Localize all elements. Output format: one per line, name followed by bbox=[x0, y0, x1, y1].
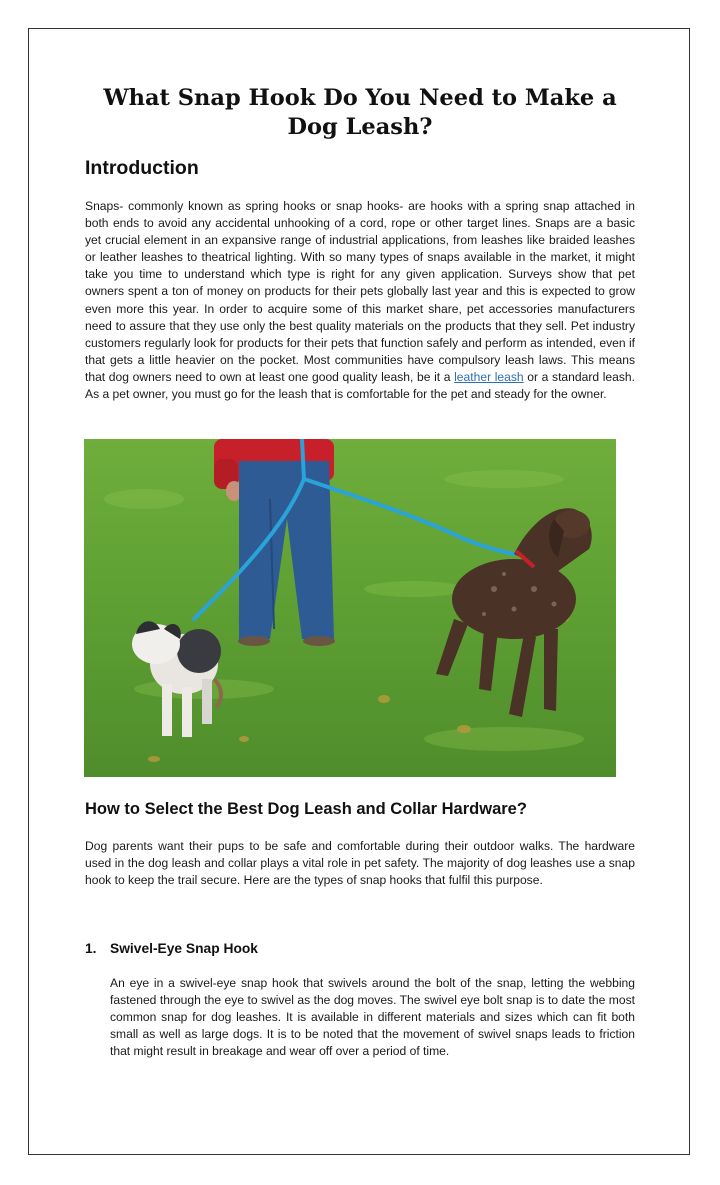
selection-heading: How to Select the Best Dog Leash and Collar Hardware? bbox=[85, 800, 527, 818]
leather-leash-link[interactable]: leather leash bbox=[454, 369, 524, 384]
list-item-title: Swivel-Eye Snap Hook bbox=[110, 941, 258, 956]
selection-paragraph: Dog parents want their pups to be safe and comfortable during their outdoor walks. The hardware used in the dog leash and collar plays a vital role in pet safety. The majority of dog leashes use a snap hook to keep the trail secure. Here are the types of snap hooks that fulfil this purpose. bbox=[85, 839, 635, 888]
swivel-eye-paragraph: An eye in a swivel-eye snap hook that swivels around the bolt of the snap, letting the webbing fastened through the eye to swivel as the dog moves. The swivel eye bolt snap is to date the most common snap for dog leashes. It is available in different materials and sizes which can fit both small as well as large dogs. It is to be noted that the movement of swivel snaps leads to friction that might result in breakage and wear off over a period of time. bbox=[110, 976, 635, 1059]
introduction-heading: Introduction bbox=[85, 157, 199, 179]
list-item-heading bbox=[85, 941, 258, 956]
list-item-number: 1. bbox=[85, 941, 97, 956]
introduction-text-part2: or a standard leash. As a pet owner, you must go for the leash that is comfortable for the pet and steady for the owner. bbox=[85, 369, 635, 402]
dogs-on-leash-photo bbox=[84, 439, 616, 777]
introduction-paragraph bbox=[85, 198, 635, 403]
photo-dogs-on-leash-icon bbox=[84, 439, 616, 777]
document-title: What Snap Hook Do You Need to Make a Dog Leash? bbox=[103, 85, 617, 140]
introduction-text-part1: Snaps- commonly known as spring hooks or snap hooks- are hooks with a spring snap attached in both ends to avoid any accidental unhooking of a cord, rope or other target lines. Snaps are a basic yet crucial element in an expansive range of industrial applications, from leashes like braided leashes or leather leashes to theatrical lighting. With so many types of snaps available in the market, it might take you time to understand which type is right for any given application. Surveys show that pet owners spent a ton of money on products for their pets globally last year and this is expected to grow even more this year. In order to acquire some of this market share, pet accessories manufacturers need to assure that they use only the best quality materials on the products that they sell. Pet industry customers regularly look for products for their pets that function safely and perform as intended, even if that gets a little heavier on the pocket. Most communities have compulsory leash laws. This means that dog owners need to own at least one good quality leash, be it a bbox=[85, 199, 635, 384]
